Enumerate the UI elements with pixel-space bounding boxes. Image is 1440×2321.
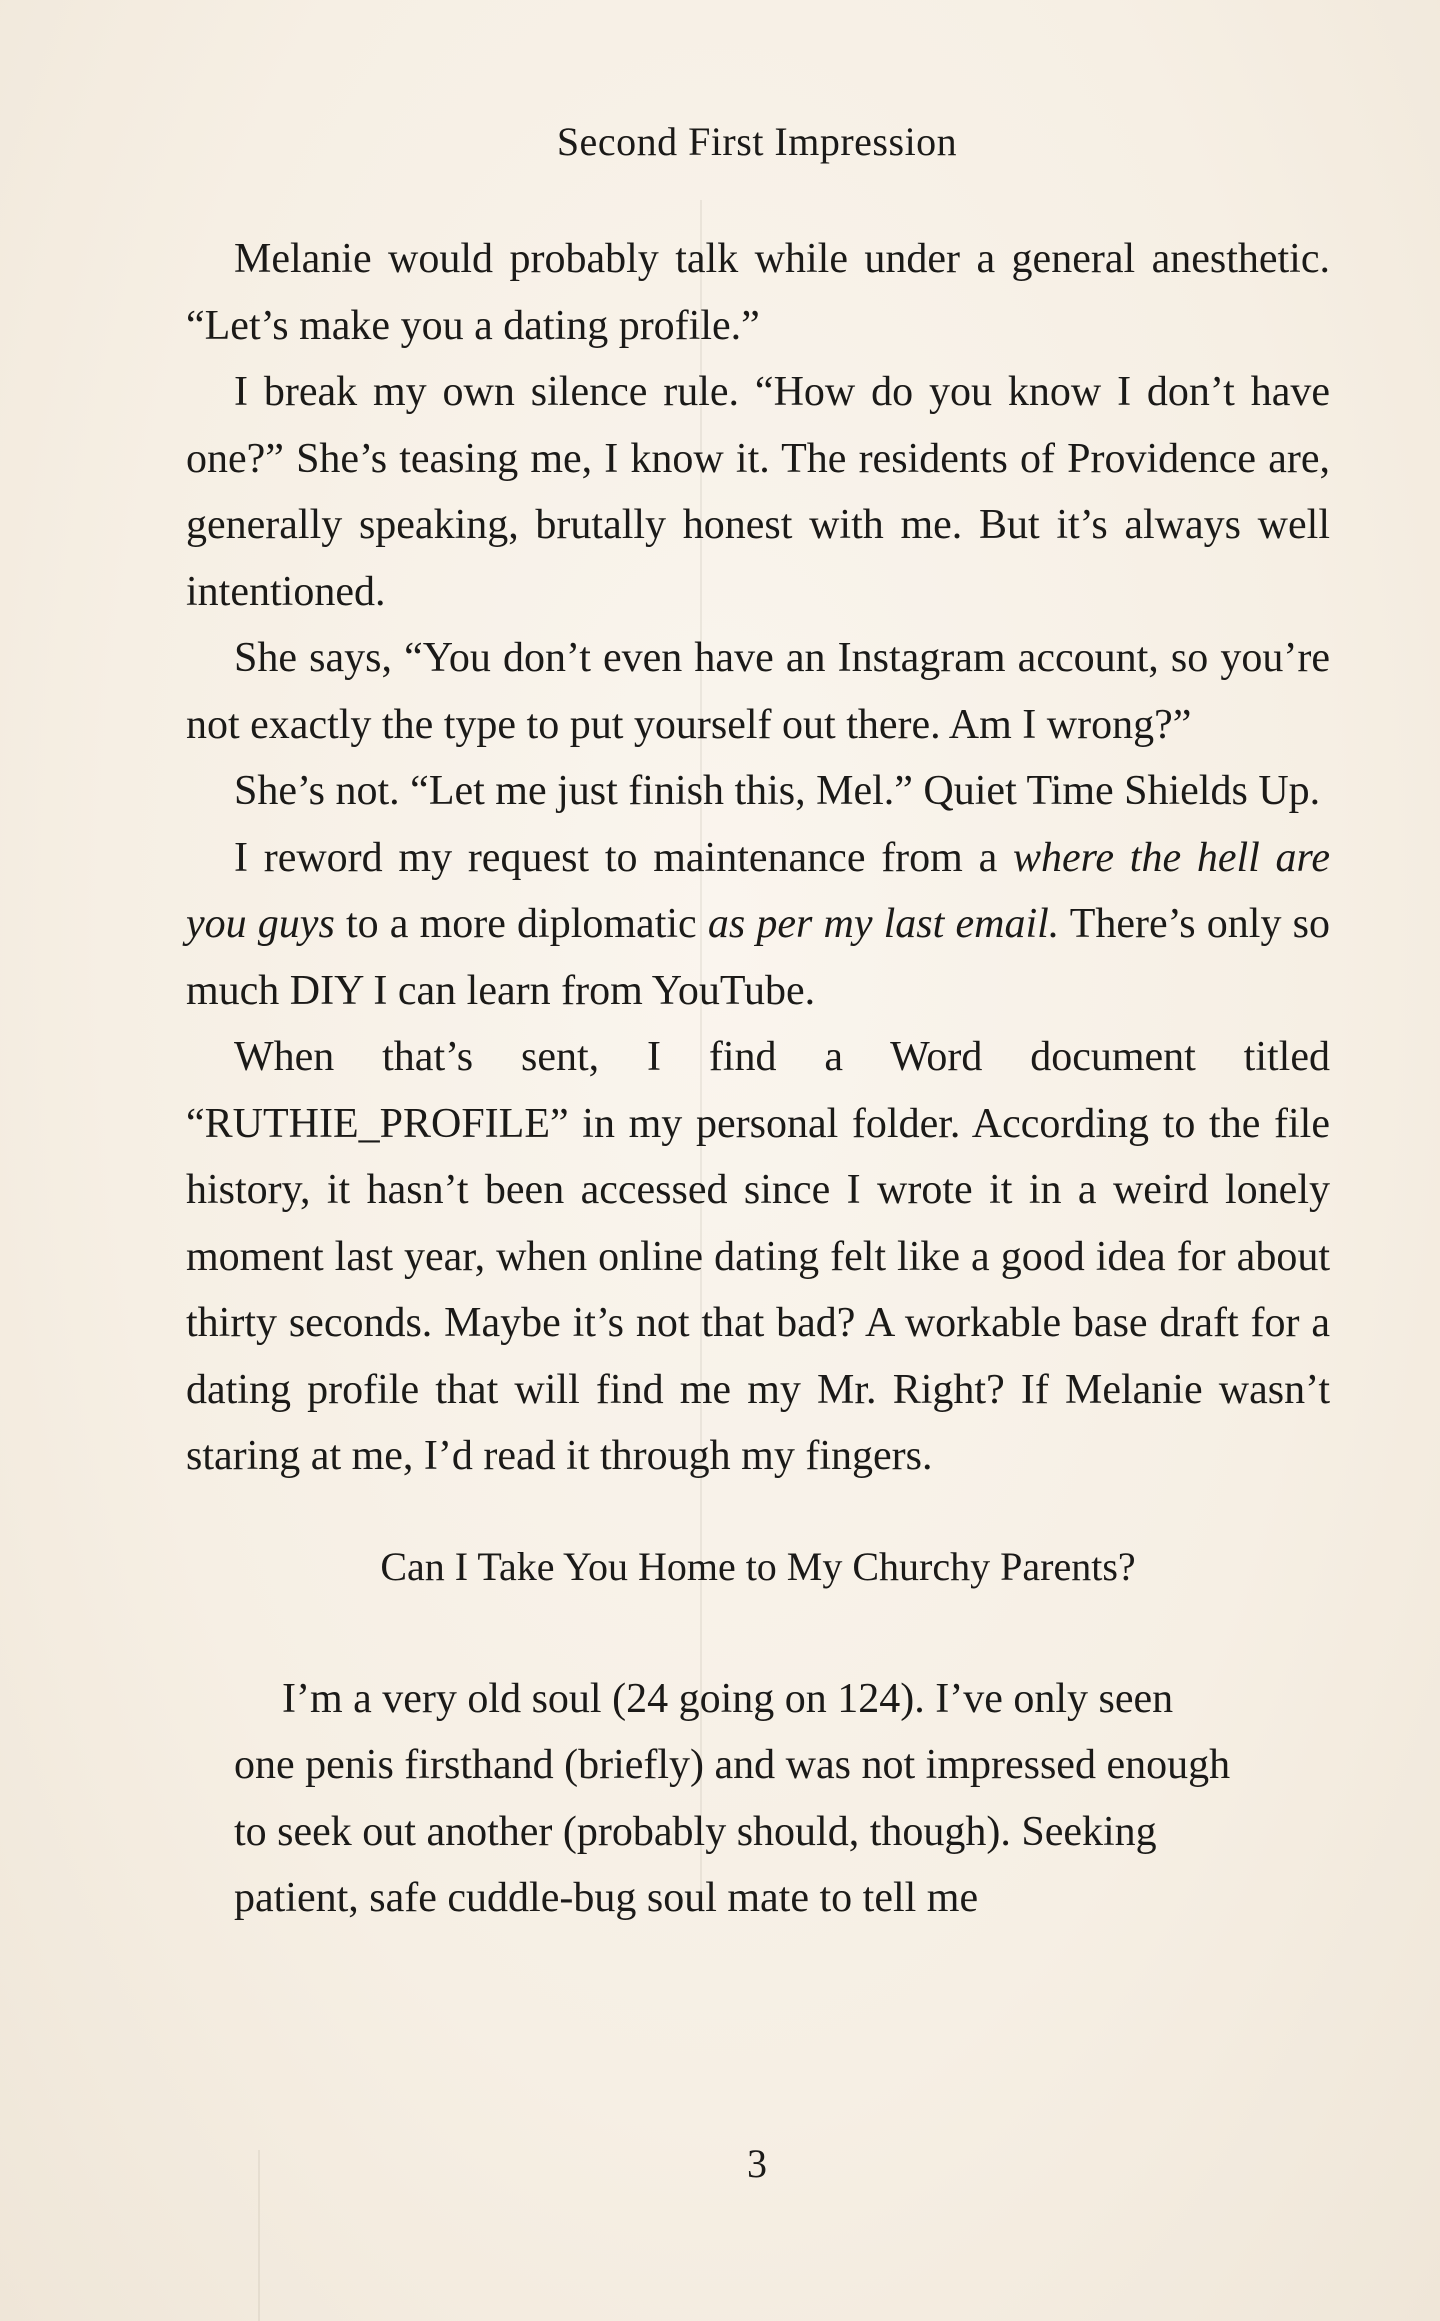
paragraph: She’s not. “Let me just finish this, Mel.” Quiet Time Shields Up. <box>234 768 1321 814</box>
paragraph: Melanie would probably talk while under a general anesthetic. “Let’s make you a dating profile.” <box>186 236 1330 349</box>
text-run: to a more diplomatic <box>334 901 708 947</box>
italic-phrase: where the hell are you guys <box>186 834 1330 947</box>
italic-phrase: as per my last email. <box>707 901 1060 947</box>
paragraph: I break my own silence rule. “How do you know I don’t have one?” She’s teasing me, I know it. The residents of Providence are, generally speaking, brutally honest with me. But it’s always well intentioned. <box>186 369 1330 615</box>
paragraph: She says, “You don’t even have an Instagram account, so you’re not exactly the type to put yourself out there. Am I wrong?” <box>186 635 1330 748</box>
profile-body: I’m a very old soul (24 going on 124). I’ve only seen one penis firsthand (briefly) and was not impressed enough to seek out another (probably should, though). Seeking patient, safe cuddle-bug soul mate to tell me <box>234 1675 1231 1921</box>
page-number: 3 <box>747 2141 767 2186</box>
paragraph: When that’s sent, I find a Word document titled “RUTHIE_PROFILE” in my personal folder. According to the file history, it hasn’t been accessed since I wrote it in a weird lonely moment last year, when online dating felt like a good idea for about thirty seconds. Maybe it’s not that bad? A workable base draft for a dating profile that will find me my Mr. Right? If Melanie wasn’t staring at me, I’d read it through my fingers. <box>186 1034 1330 1479</box>
profile-title: Can I Take You Home to My Churchy Parents? <box>380 1543 1136 1589</box>
running-header: Second First Impression <box>556 119 958 164</box>
text-run: There’s only so much DIY I can learn from YouTube. <box>186 901 1330 1014</box>
body-text <box>186 226 1330 1932</box>
paragraph <box>186 825 1330 1025</box>
text-run: I reword my request to maintenance from a <box>234 834 1013 881</box>
